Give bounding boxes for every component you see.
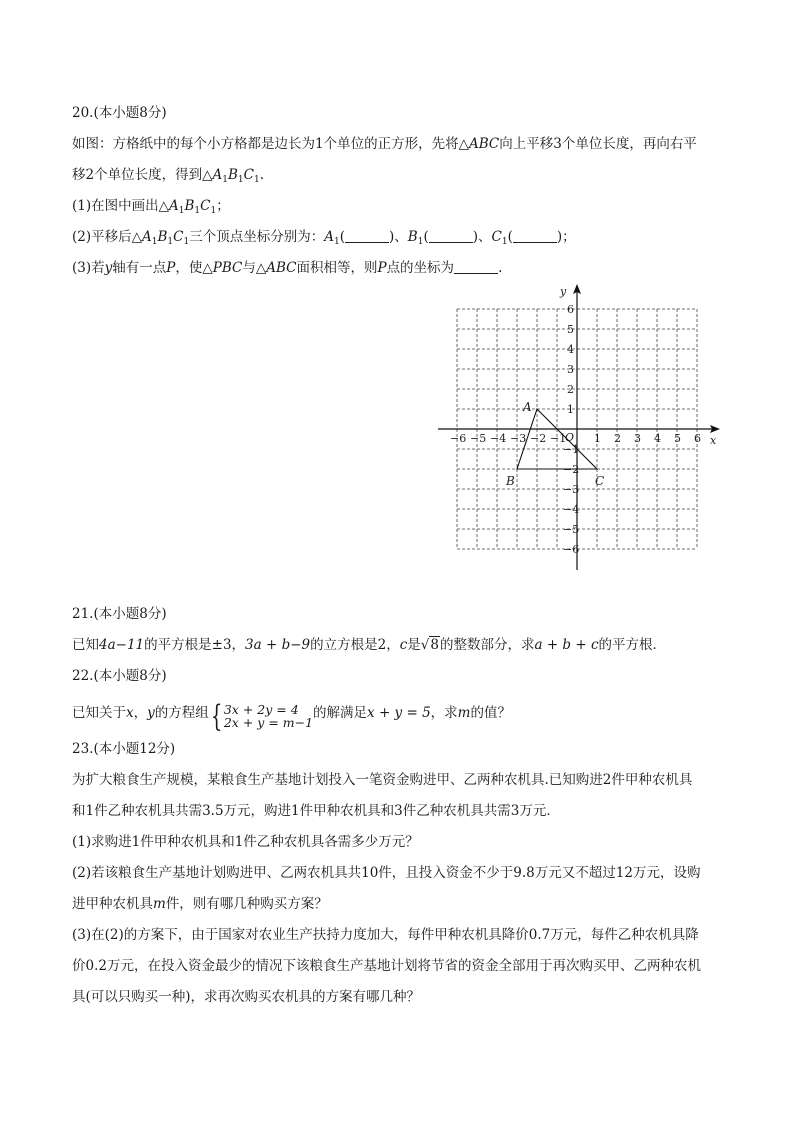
x-tick-label: 4 bbox=[654, 432, 661, 445]
y-tick-label: −5 bbox=[563, 523, 580, 536]
y-tick-label: −4 bbox=[563, 503, 580, 516]
q22-header: 22.(本小题8分) bbox=[72, 668, 167, 684]
y-tick-label: −1 bbox=[563, 443, 580, 456]
q23-header: 23.(本小题12分) bbox=[72, 741, 176, 757]
q23-part3-line2: 价0.2万元，在投入资金最少的情况下该粮食生产基地计划将节省的资金全部用于再次购买甲、乙两种农机 bbox=[72, 958, 701, 974]
vertex-label-c: C bbox=[595, 474, 605, 488]
equation-system: 3x + 2y = 4 2x + y = m−1 bbox=[223, 702, 314, 730]
x-tick-label: 5 bbox=[674, 432, 681, 445]
q23-line1: 为扩大粮食生产规模，某粮食生产基地计划投入一笔资金购进甲、乙两种农机具.已知购进2件甲种农机具 bbox=[72, 772, 693, 788]
q23-part1: (1)求购进1件甲种农机具和1件乙种农机具各需多少万元？ bbox=[72, 834, 419, 850]
x-axis-label: x bbox=[710, 434, 717, 447]
x-tick-label: 6 bbox=[694, 432, 701, 445]
q22-body: 已知关于x，y的方程组{ 3x + 2y = 4 2x + y = m−1 的解满足x + y = 5，求m的值？ bbox=[72, 699, 511, 734]
q21-header: 21.(本小题8分) bbox=[72, 606, 167, 622]
blank-a1[interactable] bbox=[345, 230, 389, 243]
y-tick-label: 6 bbox=[567, 303, 574, 316]
x-tick-label: −4 bbox=[490, 432, 507, 445]
y-tick-label: −3 bbox=[563, 483, 580, 496]
q20-part3: (3)若y轴有一点P，使△PBC与△ABC面积相等，则P点的坐标为 . bbox=[72, 260, 503, 276]
y-tick-label: −6 bbox=[563, 543, 580, 556]
q20-intro-line1: 如图：方格纸中的每个小方格都是边长为1个单位的正方形，先将△ABC向上平移3个单位长度，再向右平 bbox=[72, 136, 697, 152]
q20-header: 20.(本小题8分) bbox=[72, 105, 167, 121]
x-tick-label: −5 bbox=[470, 432, 487, 445]
q23-part2-line1: (2)若该粮食生产基地计划购进甲、乙两农机具共10件，且投入资金不少于9.8万元又不超过12万元，设购 bbox=[72, 865, 701, 881]
blank-b1[interactable] bbox=[429, 230, 473, 243]
blank-p[interactable] bbox=[454, 261, 498, 274]
y-tick-label: 3 bbox=[567, 363, 574, 376]
q23-part3-line3: 具(可以只购买一种)，求再次购买农机具的方案有哪几种？ bbox=[72, 989, 421, 1005]
x-tick-label: −6 bbox=[450, 432, 467, 445]
q20-intro-line2: 移2个单位长度，得到$\triangle A_1B_1C_1$. bbox=[72, 167, 264, 185]
y-tick-label: 4 bbox=[567, 343, 574, 356]
coordinate-grid bbox=[430, 280, 730, 580]
y-tick-label: −2 bbox=[563, 463, 580, 476]
vertex-label-a: A bbox=[523, 400, 532, 414]
vertex-label-b: B bbox=[506, 474, 515, 488]
blank-c1[interactable] bbox=[513, 230, 557, 243]
q23-line2: 和1件乙种农机具共需3.5万元，购进1件甲种农机具和3件乙种农机具共需3万元． bbox=[72, 803, 560, 819]
x-tick-label: −1 bbox=[550, 432, 567, 445]
q23-part2-line2: 进甲种农机具m件，则有哪几种购买方案？ bbox=[72, 896, 328, 912]
x-tick-label: −2 bbox=[530, 432, 547, 445]
x-tick-label: 2 bbox=[614, 432, 621, 445]
y-axis-label: y bbox=[560, 285, 567, 298]
x-tick-label: 3 bbox=[634, 432, 641, 445]
q23-part3-line1: (3)在(2)的方案下，由于国家对农业生产扶持力度加大，每件甲种农机具降价0.7万元，每件乙种农机具降 bbox=[72, 927, 699, 943]
q21-body: 已知4a−11的平方根是±3，3a + b−9的立方根是2，c是√8的整数部分，求a + b + c的平方根． bbox=[72, 637, 667, 653]
y-tick-label: 2 bbox=[567, 383, 574, 396]
system-brace: { bbox=[210, 699, 223, 734]
q20-part1: (1)在图中画出$\triangle A_1B_1C_1$； bbox=[72, 198, 230, 216]
q20-part2: (2)平移后$\triangle A_1B_1C_1$三个顶点坐标分别为：$A_1$( )、$B_1$( )、$C_1$( )； bbox=[72, 229, 576, 247]
x-tick-label: 1 bbox=[594, 432, 601, 445]
y-tick-label: 1 bbox=[567, 403, 574, 416]
x-tick-label: −3 bbox=[510, 432, 527, 445]
y-tick-label: 5 bbox=[567, 323, 574, 336]
origin-label: O bbox=[565, 431, 575, 444]
